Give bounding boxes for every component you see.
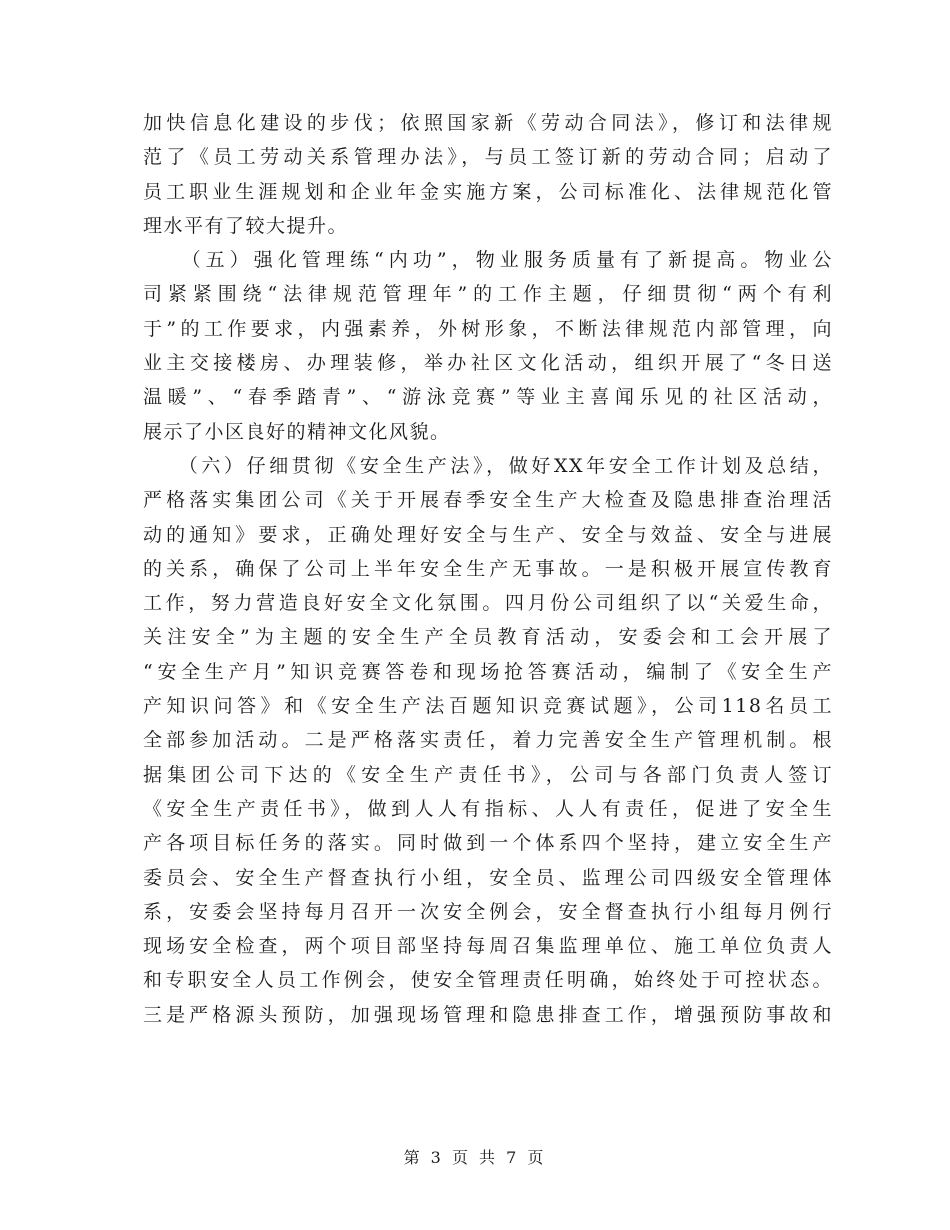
body-text bbox=[143, 106, 833, 1032]
text-line: 全部参加活动。二是严格落实责任，着力完善安全生产管理机制。根 bbox=[143, 729, 833, 752]
text-line: 产知识问答》和《安全生产法百题知识竞赛试题》，公司118名员工 bbox=[143, 695, 833, 718]
text-line: 员工职业生涯规划和企业年金实施方案，公司标准化、法律规范化管 bbox=[143, 180, 833, 203]
text-line: 加快信息化建设的步伐；依照国家新《劳动合同法》，修订和法律规 bbox=[143, 112, 833, 134]
text-line: 司紧紧围绕“法律规范管理年”的工作主题，仔细贯彻“两个有利 bbox=[143, 283, 833, 306]
text-line: 于”的工作要求，内强素养，外树形象，不断法律规范内部管理，向 bbox=[143, 317, 833, 340]
text-line: 《安全生产责任书》，做到人人有指标、人人有责任，促进了安全生 bbox=[143, 797, 833, 820]
text-line: 据集团公司下达的《安全生产责任书》，公司与各部门负责人签订 bbox=[143, 763, 833, 786]
text-line: （六）仔细贯彻《安全生产法》，做好XX年安全工作计划及总结， bbox=[143, 454, 833, 477]
text-line: 现场安全检查，两个项目部坚持每周召集监理单位、施工单位负责人 bbox=[143, 935, 833, 958]
text-line: 委员会、安全生产督查执行小组，安全员、监理公司四级安全管理体 bbox=[143, 866, 833, 889]
text-line: 关注安全”为主题的安全生产全员教育活动，安委会和工会开展了 bbox=[143, 626, 833, 649]
text-line: 系，安委会坚持每月召开一次安全例会，安全督查执行小组每月例行 bbox=[143, 900, 833, 923]
text-line: 工作，努力营造良好安全文化氛围。四月份公司组织了以“关爱生命， bbox=[143, 592, 833, 615]
text-line: 和专职安全人员工作例会，使安全管理责任明确，始终处于可控状态。 bbox=[143, 969, 833, 992]
text-line: 业主交接楼房、办理装修，举办社区文化活动，组织开展了“冬日送 bbox=[143, 352, 833, 375]
text-line: 产各项目标任务的落实。同时做到一个体系四个坚持，建立安全生产 bbox=[143, 832, 833, 855]
page-number: 第 3 页 共 7 页 bbox=[403, 1148, 547, 1167]
text-line: “安全生产月”知识竞赛答卷和现场抢答赛活动，编制了《安全生产 bbox=[143, 660, 833, 683]
text-line: 的关系，确保了公司上半年安全生产无事故。一是积极开展宣传教育 bbox=[143, 557, 833, 580]
text-line: 温暖”、“春季踏青”、“游泳竞赛”等业主喜闻乐见的社区活动， bbox=[143, 386, 833, 409]
text-line: 范了《员工劳动关系管理办法》，与员工签订新的劳动合同；启动了 bbox=[143, 146, 833, 169]
text-line: 展示了小区良好的精神文化风貌。 bbox=[143, 420, 451, 443]
text-line: 动的通知》要求，正确处理好安全与生产、安全与效益、安全与进展 bbox=[143, 523, 833, 546]
text-line: 三是严格源头预防，加强现场管理和隐患排查工作，增强预防事故和 bbox=[143, 1003, 833, 1026]
text-line: 理水平有了较大提升。 bbox=[143, 214, 349, 237]
text-line: 严格落实集团公司《关于开展春季安全生产大检查及隐患排查治理活 bbox=[143, 489, 833, 512]
text-line: （五）强化管理练“内功”，物业服务质量有了新提高。物业公 bbox=[143, 249, 833, 272]
